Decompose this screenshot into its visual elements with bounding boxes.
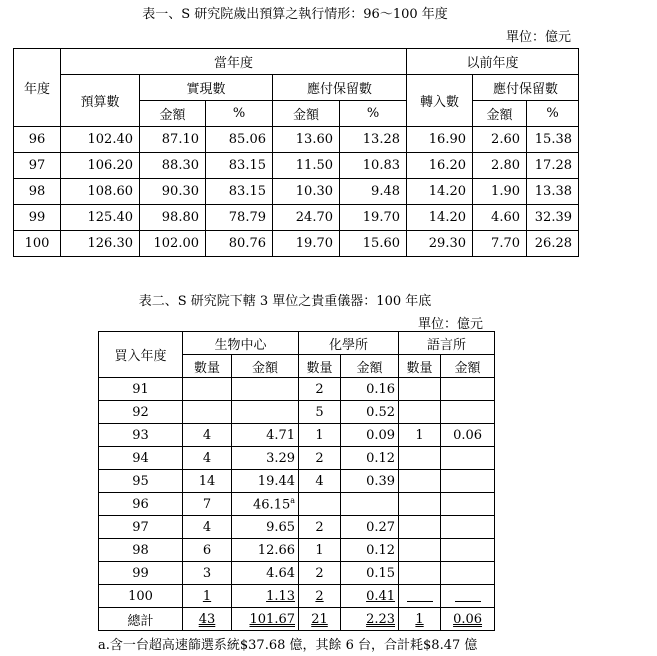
table2-cell-value: 9.65 <box>266 519 296 535</box>
table2-total-bio-amt <box>232 608 299 631</box>
table2-cell-value: 3 <box>202 565 212 581</box>
table2-cell-bio-amt <box>232 562 299 585</box>
table2-header-amount: 金額 <box>341 355 399 378</box>
table1-cell-prev-reserve-percent: 17.28 <box>527 153 579 179</box>
table-row <box>14 127 579 153</box>
table2-cell-chem-amt <box>341 493 399 516</box>
table-row <box>14 153 579 179</box>
table1-cell-year: 97 <box>14 153 61 179</box>
table2-cell-chem-amt <box>341 378 399 401</box>
table1-cell-realized-percent: 83.15 <box>206 153 273 179</box>
table1-cell-realized-amount: 102.00 <box>140 231 206 257</box>
table2-cell-lang-amt <box>441 493 495 516</box>
table2-cell-year <box>99 562 183 585</box>
table1-header-previous-years: 以前年度 <box>407 49 579 75</box>
table1-cell-reserve-amount: 10.30 <box>273 179 340 205</box>
table2-total-chem-qty <box>299 608 341 631</box>
table-row <box>99 562 495 585</box>
table1-cell-prev-reserve-amount: 7.70 <box>473 231 527 257</box>
table1-cell-reserve-amount: 19.70 <box>273 231 340 257</box>
table2-cell-bio-qty <box>183 424 232 447</box>
table2-total-lang-amt <box>441 608 495 631</box>
table2-header-quantity: 數量 <box>299 355 341 378</box>
table2-cell-year <box>99 447 183 470</box>
table2-cell-value: 6 <box>202 542 212 558</box>
table1-header-payable-reserve-prev: 應付保留數 <box>473 75 579 101</box>
table2-cell-lang-amt <box>441 424 495 447</box>
table1-cell-realized-amount: 88.30 <box>140 153 206 179</box>
table2-cell-lang-qty <box>399 493 441 516</box>
table1-cell-reserve-amount: 24.70 <box>273 205 340 231</box>
table2-header-amount: 金額 <box>441 355 495 378</box>
table2-footnote: a.含一台超高速篩選系統$37.68 億，其餘 6 台，合計耗$8.47 億 <box>98 638 478 653</box>
table2 <box>98 331 495 631</box>
table2-cell-value: 0.41 <box>366 588 396 604</box>
table2-cell-value: 4 <box>202 519 212 535</box>
table2-cell-value: 2 <box>315 565 324 581</box>
table2-total-bio-qty <box>183 608 232 631</box>
table2-cell-value: 1 <box>315 542 324 558</box>
table2-cell-year <box>99 585 183 608</box>
table2-cell-chem-amt <box>341 562 399 585</box>
table2-total-value: 總計 <box>127 613 154 629</box>
table1-cell-transfer-in: 29.30 <box>407 231 473 257</box>
table2-header-purchase-year: 買入年度 <box>99 332 183 378</box>
table2-cell-lang-qty <box>399 424 441 447</box>
table1-cell-realized-amount: 90.30 <box>140 179 206 205</box>
table2-cell-bio-amt <box>232 539 299 562</box>
footnote-marker: a <box>290 495 296 505</box>
table2-cell-value: 92 <box>132 404 149 420</box>
table2-cell-year <box>99 424 183 447</box>
table1-title: 表一、S 研究院歲出預算之執行情形：96～100 年度 <box>142 7 448 22</box>
table-row <box>99 585 495 608</box>
table2-total-value: 101.67 <box>249 611 296 627</box>
table1-cell-prev-reserve-amount: 1.90 <box>473 179 527 205</box>
table2-header-chem-institute: 化學所 <box>299 332 399 355</box>
table1-cell-prev-reserve-amount: 4.60 <box>473 205 527 231</box>
table2-cell-bio-qty <box>183 516 232 539</box>
table2-cell-chem-amt <box>341 447 399 470</box>
table2-cell-year <box>99 516 183 539</box>
table2-cell-value: 1.13 <box>266 588 296 604</box>
table2-cell-lang-qty <box>399 470 441 493</box>
table2-cell-lang-qty <box>399 401 441 424</box>
table1-header-current-year: 當年度 <box>61 49 407 75</box>
table2-cell-chem-qty <box>299 516 341 539</box>
table2-cell-bio-amt <box>232 424 299 447</box>
table2-cell-bio-qty <box>183 562 232 585</box>
table2-cell-lang-qty <box>399 539 441 562</box>
table2-cell-value: 2 <box>315 381 324 397</box>
table1-cell-prev-reserve-percent: 26.28 <box>527 231 579 257</box>
table2-cell-year <box>99 470 183 493</box>
table2-total-row <box>99 608 495 631</box>
table-row <box>99 516 495 539</box>
table1-cell-year: 96 <box>14 127 61 153</box>
table2-cell-value: 12.66 <box>257 542 296 558</box>
table2-cell-value: 91 <box>132 381 149 397</box>
table2-cell-bio-qty <box>183 447 232 470</box>
table2-cell-chem-amt <box>341 401 399 424</box>
table2-cell-value: 4 <box>202 450 212 466</box>
table1-header-budget: 預算數 <box>61 75 140 127</box>
table2-cell-lang-amt <box>441 585 495 608</box>
table2-cell-bio-amt <box>232 447 299 470</box>
table2-cell-lang-qty <box>399 516 441 539</box>
table2-cell-bio-qty <box>183 585 232 608</box>
table-row <box>14 205 579 231</box>
table1-unit: 單位：億元 <box>505 30 571 45</box>
table1-cell-year: 98 <box>14 179 61 205</box>
table1-header-payable-reserve: 應付保留數 <box>273 75 407 101</box>
table2-cell-lang-amt <box>441 470 495 493</box>
table2-cell-lang-amt <box>441 401 495 424</box>
table-row <box>14 179 579 205</box>
table2-total-value: 43 <box>198 611 216 627</box>
table2-cell-chem-qty <box>299 562 341 585</box>
table-row <box>99 470 495 493</box>
table2-cell-value: 1 <box>202 588 212 604</box>
table1-cell-year: 100 <box>14 231 61 257</box>
table2-cell-value: 2 <box>315 588 324 604</box>
table2-cell-value: 0.39 <box>366 473 396 489</box>
table1-cell-year: 99 <box>14 205 61 231</box>
table1-cell-transfer-in: 16.20 <box>407 153 473 179</box>
table1-cell-budget: 108.60 <box>61 179 140 205</box>
table2-cell-chem-amt <box>341 424 399 447</box>
table1-cell-realized-amount: 87.10 <box>140 127 206 153</box>
table2-cell-value: 3.29 <box>266 450 296 466</box>
table1 <box>13 48 579 257</box>
table2-header-quantity: 數量 <box>399 355 441 378</box>
table1-cell-prev-reserve-percent: 32.39 <box>527 205 579 231</box>
table2-cell-chem-qty <box>299 424 341 447</box>
table1-cell-transfer-in: 14.20 <box>407 205 473 231</box>
table2-cell-value: 0.52 <box>366 404 396 420</box>
table2-cell-year <box>99 493 183 516</box>
table2-cell-bio-amt <box>232 516 299 539</box>
table1-cell-budget: 102.40 <box>61 127 140 153</box>
table1-header-percent: % <box>206 101 273 127</box>
table2-cell-value: 95 <box>132 473 149 489</box>
table1-cell-realized-amount: 98.80 <box>140 205 206 231</box>
table-row <box>14 231 579 257</box>
table1-cell-reserve-percent: 9.48 <box>340 179 407 205</box>
table1-cell-realized-percent: 78.79 <box>206 205 273 231</box>
table-row <box>99 378 495 401</box>
table1-cell-reserve-percent: 10.83 <box>340 153 407 179</box>
table2-cell-value: 2 <box>315 519 324 535</box>
table1-cell-transfer-in: 16.90 <box>407 127 473 153</box>
table2-cell-value: 98 <box>132 542 149 558</box>
table1-cell-reserve-percent: 13.28 <box>340 127 407 153</box>
table1-header-year: 年度 <box>14 49 61 127</box>
table2-cell-year <box>99 401 183 424</box>
table2-cell-lang-qty <box>399 585 441 608</box>
table2-cell-value: 14 <box>198 473 216 489</box>
table1-cell-budget: 106.20 <box>61 153 140 179</box>
table2-cell-value <box>407 591 433 602</box>
table-row <box>99 401 495 424</box>
table2-total-value: 0.06 <box>453 611 483 627</box>
table2-cell-chem-amt <box>341 539 399 562</box>
table2-header-quantity: 數量 <box>183 355 232 378</box>
table1-cell-realized-percent: 83.15 <box>206 179 273 205</box>
table2-cell-value: 4.71 <box>266 427 296 443</box>
table2-cell-bio-qty <box>183 539 232 562</box>
table2-cell-value: 0.06 <box>453 427 483 443</box>
table1-cell-reserve-percent: 19.70 <box>340 205 407 231</box>
table2-cell-bio-amt <box>232 585 299 608</box>
table1-cell-transfer-in: 14.20 <box>407 179 473 205</box>
table2-cell-value: 1 <box>415 427 424 443</box>
table2-title: 表二、S 研究院下轄 3 單位之貴重儀器：100 年底 <box>138 294 432 309</box>
table2-cell-chem-qty <box>299 447 341 470</box>
table2-header-bio-center: 生物中心 <box>183 332 299 355</box>
table1-cell-reserve-amount: 13.60 <box>273 127 340 153</box>
table2-cell-value: 94 <box>132 450 149 466</box>
table1-cell-budget: 125.40 <box>61 205 140 231</box>
table2-cell-lang-amt <box>441 516 495 539</box>
table2-cell-lang-amt <box>441 447 495 470</box>
table2-cell-bio-qty <box>183 493 232 516</box>
table-row <box>99 424 495 447</box>
table2-cell-year <box>99 378 183 401</box>
table2-cell-lang-qty <box>399 378 441 401</box>
table2-total-value: 1 <box>415 611 424 627</box>
table2-cell-chem-qty <box>299 470 341 493</box>
table2-cell-year <box>99 539 183 562</box>
table2-cell-value: 0.16 <box>366 381 396 397</box>
table1-header-transfer-in: 轉入數 <box>407 75 473 127</box>
table2-cell-value: 0.09 <box>366 427 396 443</box>
table-row <box>99 447 495 470</box>
table2-header-lang-institute: 語言所 <box>399 332 495 355</box>
table2-cell-chem-amt <box>341 470 399 493</box>
table2-cell-bio-amt <box>232 378 299 401</box>
table2-cell-chem-qty <box>299 401 341 424</box>
table2-cell-chem-amt <box>341 516 399 539</box>
table2-unit: 單位：億元 <box>418 317 484 332</box>
table2-cell-chem-amt <box>341 585 399 608</box>
table1-cell-prev-reserve-percent: 13.38 <box>527 179 579 205</box>
table2-cell-value: 5 <box>315 404 324 420</box>
table1-header-amount: 金額 <box>273 101 340 127</box>
table2-cell-value: 97 <box>132 519 149 535</box>
table1-header-amount: 金額 <box>473 101 527 127</box>
table2-cell-lang-amt <box>441 562 495 585</box>
table2-total-lang-qty <box>399 608 441 631</box>
table2-cell-chem-qty <box>299 539 341 562</box>
table1-cell-realized-percent: 80.76 <box>206 231 273 257</box>
table2-cell-value: 0.27 <box>366 519 396 535</box>
table2-total-chem-amt <box>341 608 399 631</box>
table2-cell-value: 1 <box>315 427 324 443</box>
table-row <box>99 539 495 562</box>
table1-cell-prev-reserve-amount: 2.80 <box>473 153 527 179</box>
table2-cell-value: 93 <box>132 427 149 443</box>
table2-cell-value: 4 <box>202 427 212 443</box>
table2-cell-bio-amt <box>232 401 299 424</box>
table2-cell-bio-amt <box>232 470 299 493</box>
table2-cell-value: 100 <box>128 588 153 604</box>
table1-header-amount: 金額 <box>140 101 206 127</box>
table2-cell-lang-qty <box>399 562 441 585</box>
table1-cell-reserve-percent: 15.60 <box>340 231 407 257</box>
table2-cell-value: 99 <box>132 565 149 581</box>
table2-total-value: 21 <box>311 611 328 627</box>
table2-cell-lang-qty <box>399 447 441 470</box>
table2-cell-bio-qty <box>183 470 232 493</box>
table2-cell-chem-qty <box>299 493 341 516</box>
table2-cell-value: 4 <box>315 473 324 489</box>
table1-header-realized: 實現數 <box>140 75 273 101</box>
table1-header-percent: % <box>527 101 579 127</box>
table2-cell-lang-amt <box>441 539 495 562</box>
table2-cell-value: 0.12 <box>366 450 396 466</box>
table2-cell-bio-qty <box>183 401 232 424</box>
table2-cell-value <box>455 591 481 602</box>
table2-cell-value: 19.44 <box>257 473 296 489</box>
table1-cell-prev-reserve-percent: 15.38 <box>527 127 579 153</box>
table1-cell-reserve-amount: 11.50 <box>273 153 340 179</box>
table1-header-percent: % <box>340 101 407 127</box>
table2-cell-value: 46.15 <box>253 497 291 513</box>
table2-cell-bio-qty <box>183 378 232 401</box>
table2-total-value: 2.23 <box>366 611 396 627</box>
table2-cell-lang-amt <box>441 378 495 401</box>
table1-cell-prev-reserve-amount: 2.60 <box>473 127 527 153</box>
table2-cell-chem-qty <box>299 378 341 401</box>
table-row <box>99 493 495 516</box>
table2-header-amount: 金額 <box>232 355 299 378</box>
table2-cell-value: 2 <box>315 450 324 466</box>
table1-cell-realized-percent: 85.06 <box>206 127 273 153</box>
table2-cell-value: 96 <box>132 496 149 512</box>
table2-cell-value: 0.15 <box>366 565 396 581</box>
table2-cell-value: 7 <box>202 496 212 512</box>
table2-cell-value: 4.64 <box>266 565 296 581</box>
table1-cell-budget: 126.30 <box>61 231 140 257</box>
table2-cell-chem-qty <box>299 585 341 608</box>
table2-cell-bio-amt <box>232 493 299 516</box>
table2-total-label <box>99 608 183 631</box>
table2-cell-value: 0.12 <box>366 542 396 558</box>
